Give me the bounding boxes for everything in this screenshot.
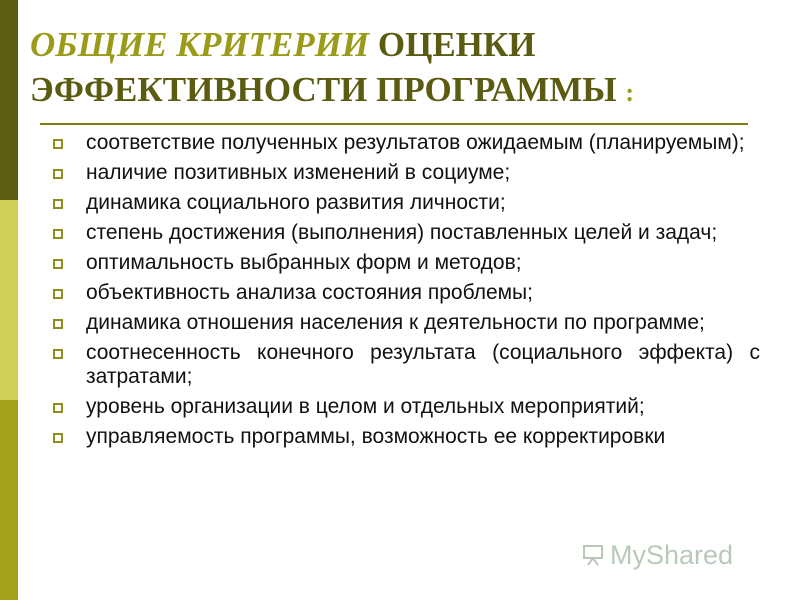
presentation-icon [582, 544, 604, 566]
title-divider [40, 123, 748, 125]
list-item [50, 311, 760, 335]
square-bullet-icon [53, 169, 63, 179]
list-item [50, 341, 760, 389]
square-bullet-icon [53, 403, 63, 413]
list-item-text: динамика отношения населения к деятельности по программе; [86, 311, 705, 334]
watermark-text: MyShared [610, 540, 734, 570]
side-bar-middle [0, 200, 18, 400]
list-item [50, 161, 760, 185]
list-item-text: оптимальность выбранных форм и методов; [86, 251, 522, 274]
side-bar-bottom [0, 400, 18, 600]
square-bullet-icon [53, 199, 63, 209]
square-bullet-icon [53, 139, 63, 149]
square-bullet-icon [53, 259, 63, 269]
watermark [610, 540, 733, 571]
list-item [50, 191, 760, 215]
criteria-list [50, 131, 760, 455]
list-item-text: управляемость программы, возможность ее корректировки [86, 425, 666, 448]
list-item [50, 131, 760, 155]
list-item [50, 395, 760, 419]
square-bullet-icon [53, 433, 63, 443]
list-item-text: соотнесенность конечного результата (социального эффекта) с затратами; [86, 341, 760, 388]
list-item-text: степень достижения (выполнения) поставленных целей и задач; [86, 221, 718, 244]
square-bullet-icon [53, 229, 63, 239]
list-item-text: уровень организации в целом и отдельных мероприятий; [86, 395, 645, 418]
title-part1: ОБЩИЕ КРИТЕРИИ [30, 25, 370, 64]
list-item-text: объективность анализа состояния проблемы; [86, 281, 533, 304]
slide-title [30, 22, 770, 115]
list-item-text: динамика социального развития личности; [86, 191, 506, 214]
title-line2: ЭФФЕКТИВНОСТИ ПРОГРАММЫ [30, 70, 617, 109]
title-part2: ОЦЕНКИ [377, 25, 536, 64]
list-item [50, 221, 760, 245]
list-item [50, 251, 760, 275]
list-item [50, 425, 760, 449]
side-bar-top [0, 0, 18, 200]
square-bullet-icon [53, 319, 63, 329]
square-bullet-icon [53, 289, 63, 299]
list-item-text: соответствие полученных результатов ожидаемым (планируемым); [86, 131, 745, 154]
list-item-text: наличие позитивных изменений в социуме; [86, 161, 511, 184]
square-bullet-icon [53, 349, 63, 359]
list-item [50, 281, 760, 305]
title-colon: : [625, 78, 635, 107]
